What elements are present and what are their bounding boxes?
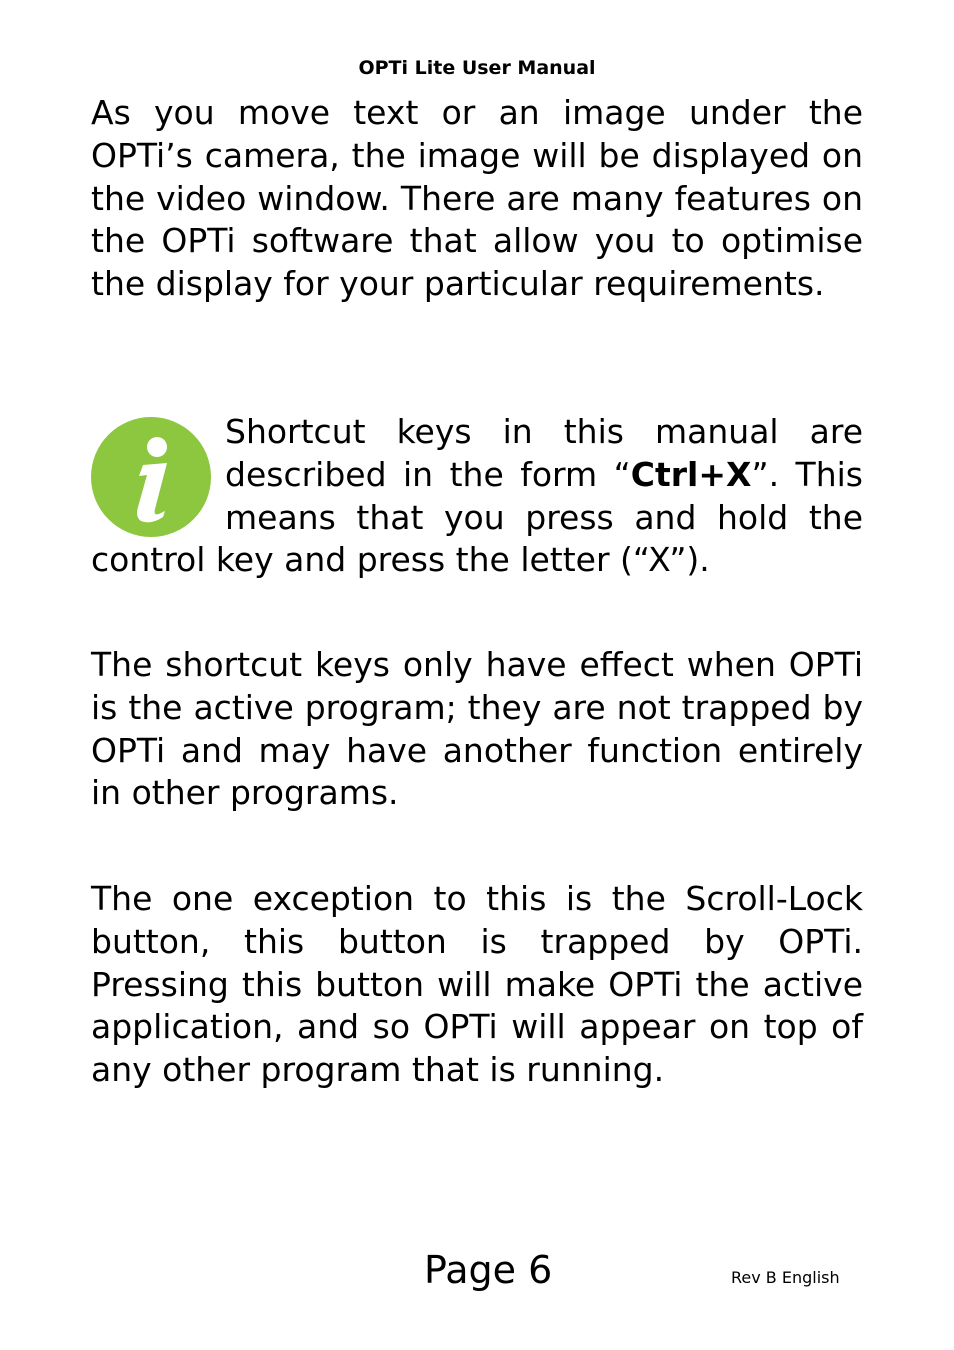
paragraph-shortcut-effect: The shortcut keys only have effect when OPTi is the active program; they are not trapped by OPTi and may have another function entirely in other programs. [91, 645, 863, 813]
shortcut-example: Ctrl+X [630, 454, 752, 494]
page-header-title: OPTi Lite User Manual [358, 57, 596, 79]
info-icon [91, 417, 211, 537]
info-note-shortcut-keys [91, 411, 863, 582]
paragraph-camera-display: As you move text or an image under the OPTi’s camera, the image will be displayed on the video window. There are many features on the OPTi software that allow you to optimise the display for your particular requirements. [91, 93, 863, 304]
paragraph-scroll-lock-exception: The one exception to this is the Scroll-Lock button, this button is trapped by OPTi. Pressing this button will make OPTi the active application, and so OPTi will appear on top of any other program that is running. [91, 879, 863, 1090]
note-text-before: Shortcut keys in this manual are described in the form “ [225, 412, 863, 494]
page-number: Page 6 [424, 1248, 553, 1292]
note-text-after: ”. This means that you press and hold the control key and press the letter (“X”). [91, 454, 863, 580]
revision-label: Rev B English [731, 1268, 840, 1287]
